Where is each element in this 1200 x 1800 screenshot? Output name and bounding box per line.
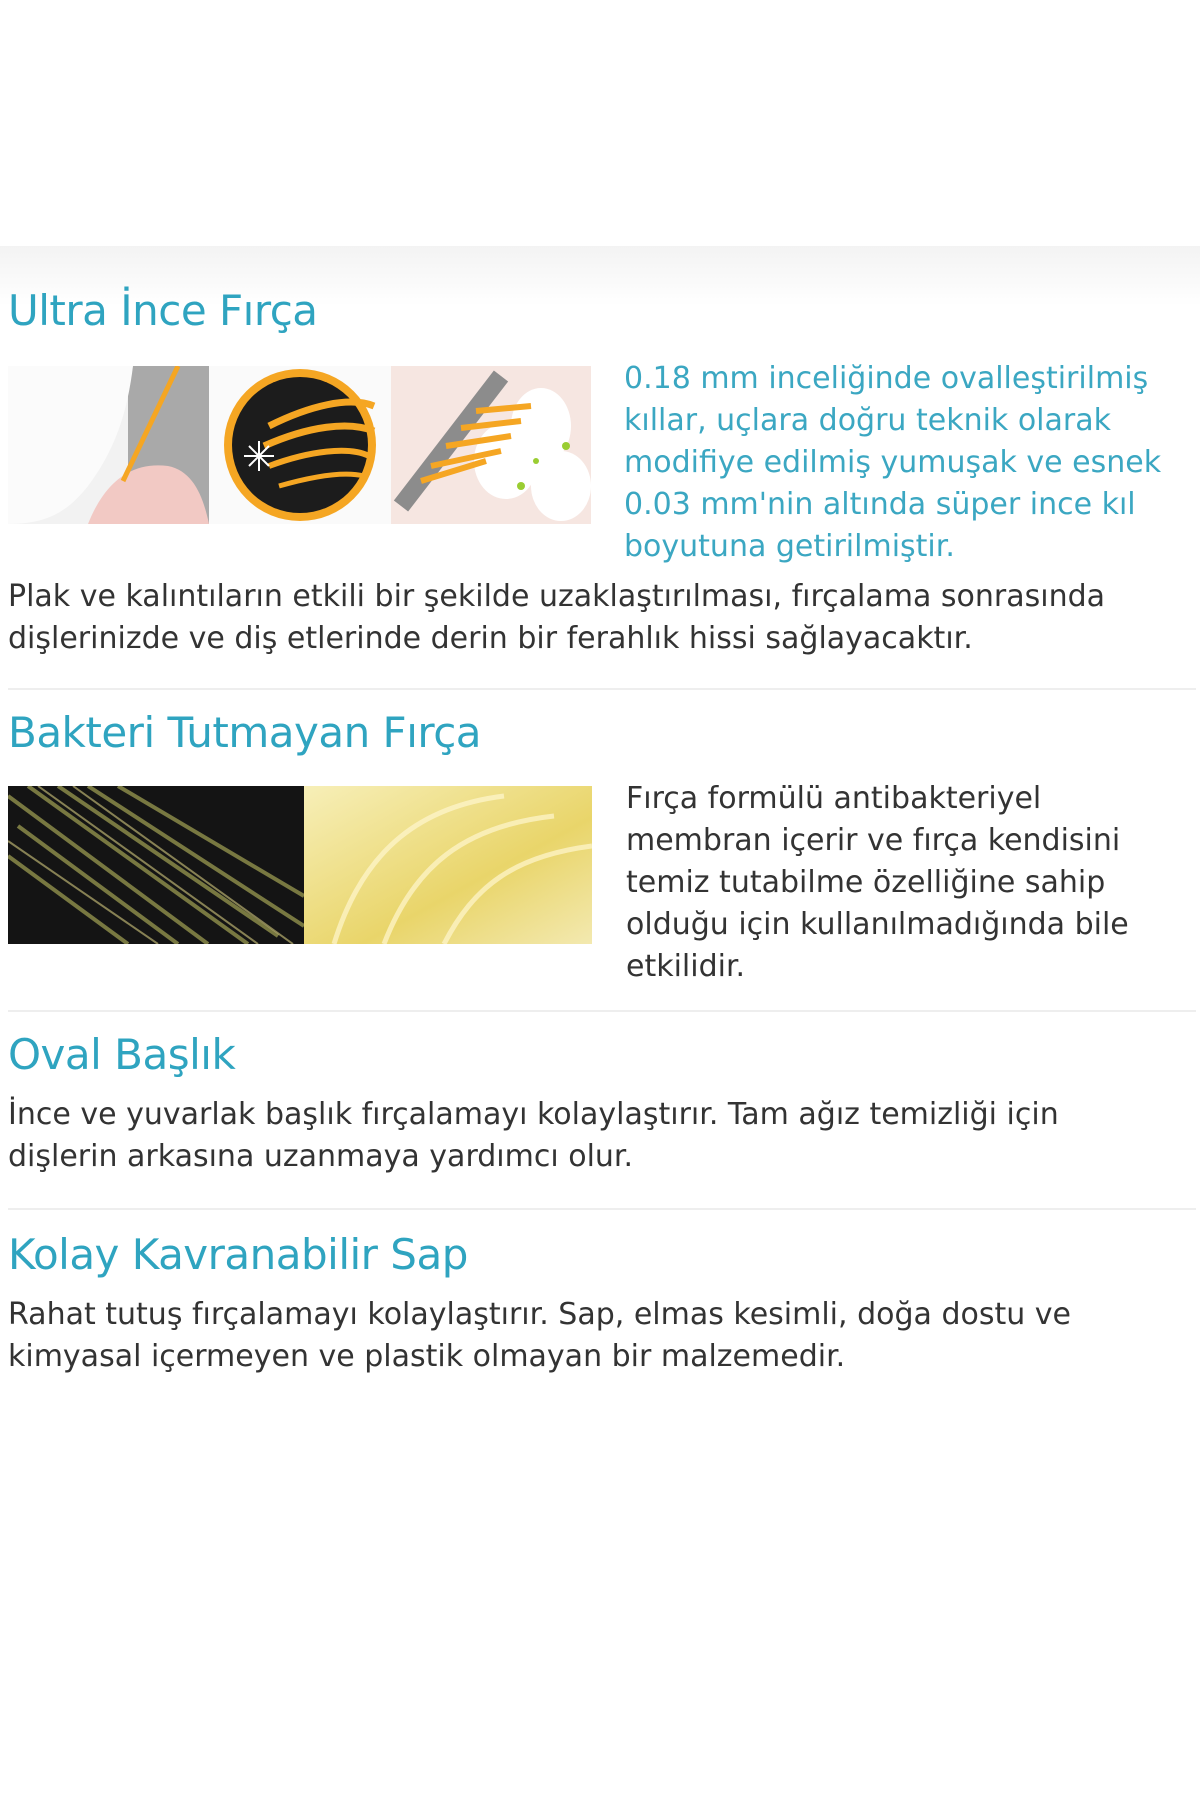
section-title: Bakteri Tutmayan Fırça bbox=[8, 708, 482, 757]
section-title: Kolay Kavranabilir Sap bbox=[8, 1230, 468, 1279]
tooth-bristle-image bbox=[8, 366, 209, 524]
antibacterial-image-strip bbox=[8, 786, 592, 944]
side-description: 0.18 mm inceliğinde ovalleştirilmiş kıllar, uçlara doğru teknik olarak modifiye edilmiş yumuşak ve esnek 0.03 mm'nin altında süper ince kıl boyutuna getirilmiştir. bbox=[624, 361, 1162, 564]
dark-bristles-image bbox=[8, 786, 304, 944]
brushing-teeth-image bbox=[391, 366, 591, 524]
section-body: İnce ve yuvarlak başlık fırçalamayı kolaylaştırır. Tam ağız temizliği için dişlerin arkasına uzanmaya yardımcı olur. bbox=[8, 1097, 1059, 1174]
bristle-image-strip bbox=[8, 366, 591, 524]
side-description: Fırça formülü antibakteriyel membran içerir ve fırça kendisini temiz tutabilme özelliğine sahip olduğu için kullanılmadığında bile etkilidir. bbox=[626, 781, 1129, 984]
section-title: Oval Başlık bbox=[8, 1030, 236, 1079]
yellow-bristles-image bbox=[304, 786, 592, 944]
section-body: Plak ve kalıntıların etkili bir şekilde uzaklaştırılması, fırçalama sonrasında dişlerinizde ve diş etlerinde derin bir ferahlık hissi sağlayacaktır. bbox=[8, 579, 1106, 656]
section-title: Ultra İnce Fırça bbox=[8, 286, 318, 335]
section-body: Rahat tutuş fırçalamayı kolaylaştırır. Sap, elmas kesimli, doğa dostu ve kimyasal içermeyen ve plastik olmayan bir malzemedir. bbox=[8, 1297, 1071, 1374]
section-divider bbox=[8, 1208, 1196, 1210]
section-divider bbox=[8, 688, 1196, 690]
section-divider bbox=[8, 1010, 1196, 1012]
bristle-closeup-image bbox=[209, 366, 391, 524]
